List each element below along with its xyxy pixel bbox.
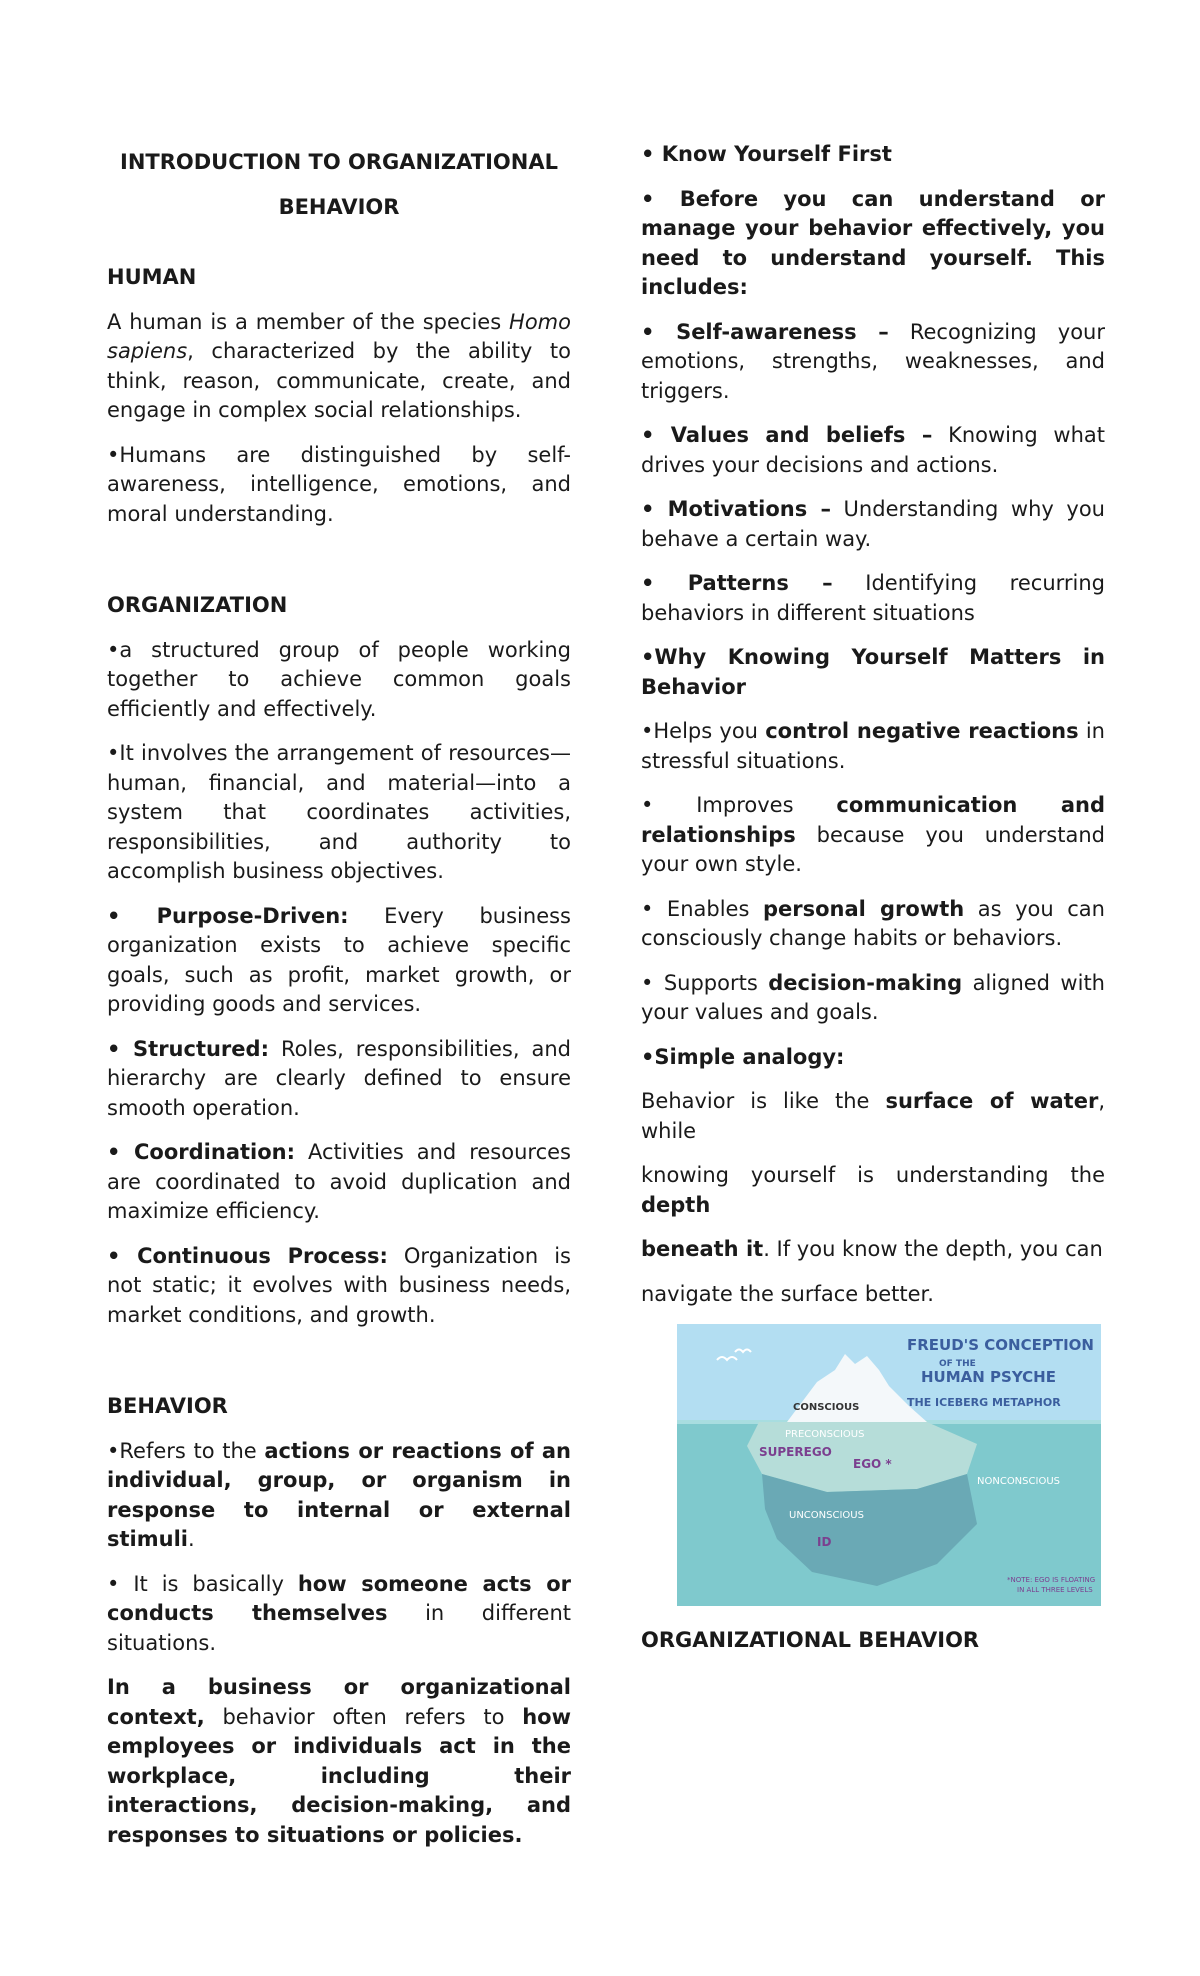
know-yourself-heading: • Know Yourself First bbox=[641, 142, 892, 166]
know-yourself-item: • Patterns – Identifying recurring behaviors in different situations bbox=[641, 571, 1105, 625]
analogy-line: beneath it. If you know the depth, you can bbox=[641, 1237, 1103, 1261]
behavior-definition: •Refers to the actions or reactions of an individual, group, or organism in response to internal or external stimuli. bbox=[107, 1438, 571, 1551]
behavior-business-context: In a business or organizational context, behavior often refers to how employees or individuals act in the workplace, including their interactions, decision-making, and responses to situations or policies. bbox=[107, 1675, 571, 1847]
why-item: • Improves communication and relationships because you understand your own style. bbox=[641, 793, 1106, 876]
analogy-line: Behavior is like the surface of water, while bbox=[641, 1089, 1105, 1143]
label-preconscious: PRECONSCIOUS bbox=[785, 1429, 865, 1440]
human-definition: A human is a member of the species Homo sapiens, characterized by the ability to think, reason, communicate, create, and engage in complex social relationships. bbox=[107, 309, 571, 422]
why-item: • Enables personal growth as you can consciously change habits or behaviors. bbox=[641, 896, 1105, 950]
figure-note-line1: *NOTE: EGO IS FLOATING bbox=[1007, 1576, 1096, 1584]
organization-heading: ORGANIZATION bbox=[107, 593, 288, 617]
iceberg-figure bbox=[677, 1324, 1101, 1606]
organization-item: • Continuous Process: Organization is not static; it evolves with business needs, market conditions, and growth. bbox=[107, 1243, 571, 1327]
why-item: •Helps you control negative reactions in stressful situations. bbox=[641, 719, 1105, 773]
organization-item: • Coordination: Activities and resources are coordinated to avoid duplication and maximize efficiency. bbox=[107, 1140, 571, 1223]
label-unconscious: UNCONSCIOUS bbox=[789, 1510, 864, 1521]
know-yourself-item: • Self-awareness – Recognizing your emotions, strengths, weaknesses, and triggers. bbox=[641, 319, 1105, 403]
organization-arrangement: •It involves the arrangement of resources—human, financial, and material—into a system that coordinates activities, responsibilities, and authority to accomplish business objectives. bbox=[107, 741, 571, 883]
behavior-heading: BEHAVIOR bbox=[107, 1394, 228, 1418]
iceberg-illustration bbox=[677, 1324, 1101, 1606]
figure-title-line3: HUMAN PSYCHE bbox=[921, 1368, 1056, 1386]
figure-note-line2: IN ALL THREE LEVELS bbox=[1017, 1586, 1093, 1594]
organization-definition: •a structured group of people working together to achieve common goals efficiently and effectively. bbox=[107, 637, 571, 721]
analogy-line: navigate the surface better. bbox=[641, 1281, 934, 1306]
organization-item: • Structured: Roles, responsibilities, and hierarchy are clearly defined to ensure smooth operation. bbox=[107, 1036, 571, 1120]
label-superego: SUPEREGO bbox=[759, 1445, 832, 1459]
why-item: • Supports decision-making aligned with your values and goals. bbox=[641, 970, 1105, 1024]
left-column bbox=[107, 140, 571, 1865]
page-title-line2: BEHAVIOR bbox=[278, 195, 400, 219]
right-column bbox=[641, 140, 1105, 1671]
analogy-heading: •Simple analogy: bbox=[641, 1044, 845, 1069]
why-heading: •Why Knowing Yourself Matters in Behavior bbox=[641, 645, 1105, 699]
label-id: ID bbox=[817, 1535, 832, 1549]
human-heading: HUMAN bbox=[107, 265, 197, 289]
know-yourself-item: • Motivations – Understanding why you behave a certain way. bbox=[641, 497, 1105, 551]
know-yourself-intro: • Before you can understand or manage your behavior effectively, you need to understand yourself. This includes: bbox=[641, 186, 1105, 299]
organizational-behavior-heading: ORGANIZATIONAL BEHAVIOR bbox=[641, 1628, 980, 1652]
label-conscious: CONSCIOUS bbox=[793, 1402, 860, 1413]
label-nonconscious: NONCONSCIOUS bbox=[977, 1476, 1060, 1487]
page-title-line1: INTRODUCTION TO ORGANIZATIONAL bbox=[120, 150, 558, 174]
organization-item: • Purpose-Driven: Every business organization exists to achieve specific goals, such as profit, market growth, or providing goods and services. bbox=[107, 903, 571, 1016]
figure-title-line2: OF THE bbox=[939, 1359, 976, 1369]
label-ego: EGO * bbox=[853, 1457, 892, 1471]
analogy-line: knowing yourself is understanding the depth bbox=[641, 1163, 1105, 1217]
behavior-basically: • It is basically how someone acts or conducts themselves in different situations. bbox=[107, 1571, 571, 1655]
figure-title-line1: FREUD'S CONCEPTION bbox=[907, 1336, 1094, 1354]
know-yourself-item: • Values and beliefs – Knowing what drives your decisions and actions. bbox=[641, 423, 1105, 477]
figure-subtitle: THE ICEBERG METAPHOR bbox=[907, 1396, 1061, 1409]
human-distinguished: •Humans are distinguished by self-awareness, intelligence, emotions, and moral understanding. bbox=[107, 442, 571, 526]
